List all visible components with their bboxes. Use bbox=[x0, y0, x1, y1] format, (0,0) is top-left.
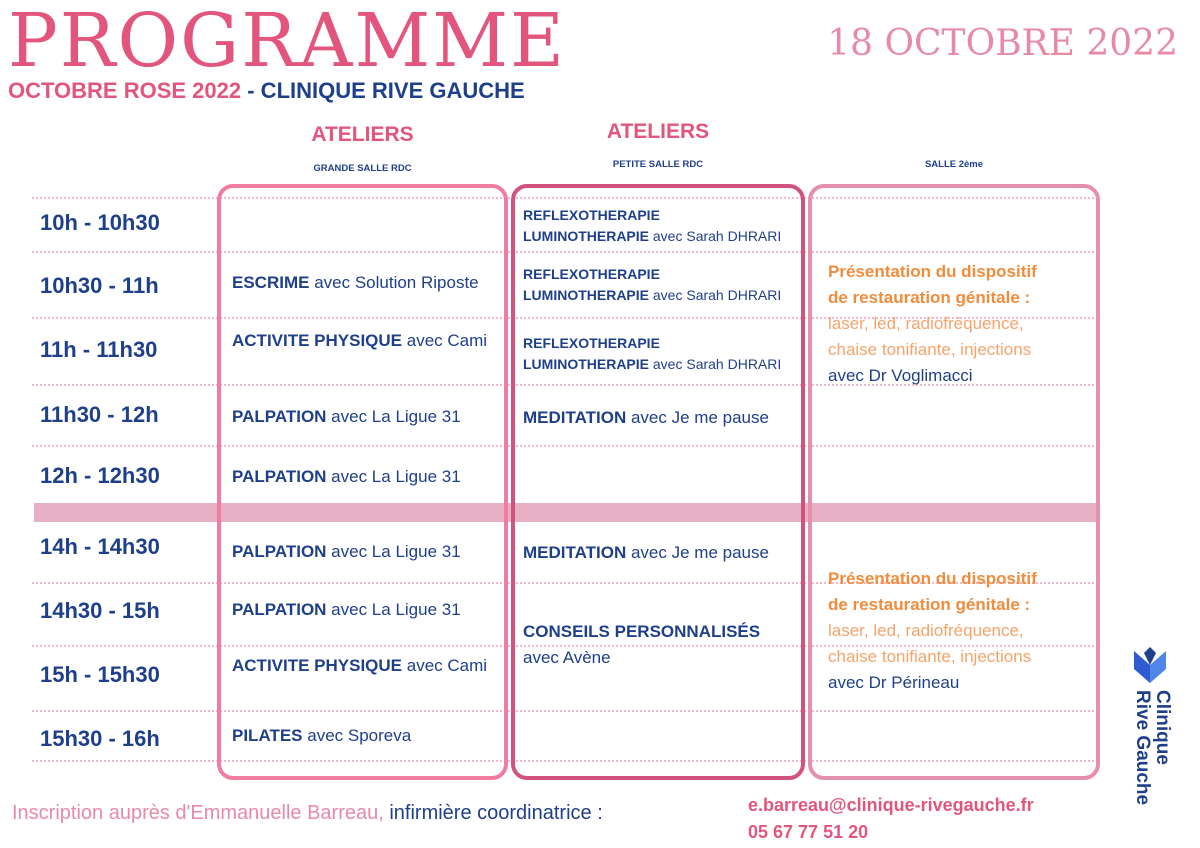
presentation-host: avec Dr Voglimacci bbox=[828, 366, 973, 385]
column-subtitle-2: PETITE SALLE RDC bbox=[612, 159, 704, 170]
clinic-logo-icon bbox=[1130, 645, 1170, 687]
contact-email-link[interactable]: e.barreau@clinique-rivegauche.fr bbox=[748, 795, 1034, 815]
presentation-details: laser, led, radiofréquence, bbox=[828, 314, 1024, 333]
activity-cell bbox=[232, 328, 494, 354]
time-slot: 11h30 - 12h bbox=[40, 402, 159, 427]
subtitle-campaign: OCTOBRE ROSE 2022 bbox=[8, 78, 242, 103]
activity-host: avec Sarah DHRARI bbox=[649, 356, 782, 372]
activity-name: PALPATION bbox=[232, 600, 327, 619]
activity-cell bbox=[523, 405, 803, 431]
registration-role: infirmière coordinatrice : bbox=[383, 802, 603, 824]
time-slot: 14h30 - 15h bbox=[40, 598, 160, 623]
activity-host: avec La Ligue 31 bbox=[326, 542, 461, 561]
activity-cell bbox=[232, 404, 504, 430]
activity-cell bbox=[232, 270, 504, 296]
activity-cell bbox=[232, 464, 504, 490]
page-title: PROGRAMME bbox=[8, 0, 567, 84]
activity-name: MEDITATION bbox=[523, 408, 627, 427]
logo-line-1: Clinique bbox=[1152, 690, 1173, 765]
presentation-heading: de restauration génitale : bbox=[828, 288, 1031, 307]
activity-name: ACTIVITE PHYSIQUE bbox=[232, 331, 403, 350]
activity-host: avec Je me pause bbox=[626, 408, 769, 427]
activity-cell bbox=[232, 653, 494, 679]
presentation-block-afternoon bbox=[828, 566, 1093, 696]
activity-host: avec La Ligue 31 bbox=[326, 600, 461, 619]
activity-name: ACTIVITE PHYSIQUE bbox=[232, 656, 403, 675]
activity-host: avec Je me pause bbox=[626, 543, 769, 562]
presentation-details: chaise tonifiante, injections bbox=[828, 340, 1032, 359]
column-title-2: ATELIERS bbox=[606, 120, 710, 143]
activity-name: LUMINOTHERAPIE bbox=[523, 356, 649, 372]
presentation-details: chaise tonifiante, injections bbox=[828, 647, 1032, 666]
page-subtitle bbox=[8, 78, 525, 104]
activity-name: PALPATION bbox=[232, 407, 327, 426]
time-slot: 10h - 10h30 bbox=[40, 210, 160, 235]
activity-host: avec La Ligue 31 bbox=[326, 467, 461, 486]
activity-name: LUMINOTHERAPIE bbox=[523, 287, 649, 303]
column-title-1: ATELIERS bbox=[311, 123, 414, 146]
column-subtitle-3: SALLE 2ème bbox=[924, 159, 984, 170]
activity-host: avec Sarah DHRARI bbox=[649, 287, 782, 303]
time-slot: 10h30 - 11h bbox=[40, 273, 159, 298]
clinic-logo-text bbox=[1132, 690, 1172, 805]
registration-contact: Inscription auprès d'Emmanuelle Barreau, bbox=[12, 802, 384, 824]
activity-host: avec Solution Riposte bbox=[309, 273, 479, 292]
activity-name: CONSEILS PERSONNALISÉS bbox=[523, 622, 761, 641]
activity-cell bbox=[523, 540, 803, 566]
activity-cell bbox=[232, 723, 504, 749]
time-slot: 14h - 14h30 bbox=[40, 534, 160, 559]
activity-name: PILATES bbox=[232, 726, 303, 745]
presentation-heading: Présentation du dispositif bbox=[828, 569, 1037, 588]
activity-name: REFLEXOTHERAPIE bbox=[523, 207, 660, 223]
presentation-host: avec Dr Périneau bbox=[828, 673, 960, 692]
activity-cell bbox=[232, 597, 504, 623]
activity-cell bbox=[523, 333, 803, 375]
activity-name: MEDITATION bbox=[523, 543, 627, 562]
activity-host: avec La Ligue 31 bbox=[326, 407, 461, 426]
activity-host: avec Sarah DHRARI bbox=[649, 228, 782, 244]
time-slot: 12h - 12h30 bbox=[40, 463, 160, 488]
activity-name: PALPATION bbox=[232, 542, 327, 561]
registration-note bbox=[12, 802, 603, 825]
presentation-details: laser, led, radiofréquence, bbox=[828, 621, 1024, 640]
activity-cell bbox=[523, 264, 803, 306]
presentation-block-morning bbox=[828, 259, 1093, 389]
event-date: 18 OCTOBRE 2022 bbox=[827, 23, 1178, 64]
activity-name: REFLEXOTHERAPIE bbox=[523, 335, 660, 351]
activity-cell bbox=[523, 205, 803, 247]
activity-host: avec Sporeva bbox=[302, 726, 412, 745]
activity-host: avec Avène bbox=[523, 648, 611, 667]
subtitle-clinic: - CLINIQUE RIVE GAUCHE bbox=[241, 78, 525, 103]
activity-name: REFLEXOTHERAPIE bbox=[523, 266, 660, 282]
activity-cell bbox=[232, 539, 504, 565]
logo-line-2: Rive Gauche bbox=[1132, 690, 1153, 806]
activity-host: avec Cami bbox=[402, 331, 488, 350]
presentation-heading: de restauration génitale : bbox=[828, 595, 1031, 614]
activity-name: ESCRIME bbox=[232, 273, 310, 292]
presentation-heading: Présentation du dispositif bbox=[828, 262, 1037, 281]
column-subtitle-1: GRANDE SALLE RDC bbox=[313, 163, 412, 174]
activity-name: PALPATION bbox=[232, 467, 327, 486]
activity-name: LUMINOTHERAPIE bbox=[523, 228, 649, 244]
contact-phone: 05 67 77 51 20 bbox=[748, 822, 869, 842]
activity-host: avec Cami bbox=[402, 656, 488, 675]
time-slot: 15h30 - 16h bbox=[40, 726, 160, 751]
time-slot: 11h - 11h30 bbox=[40, 337, 158, 362]
activity-cell bbox=[523, 619, 803, 671]
time-slot: 15h - 15h30 bbox=[40, 662, 160, 687]
